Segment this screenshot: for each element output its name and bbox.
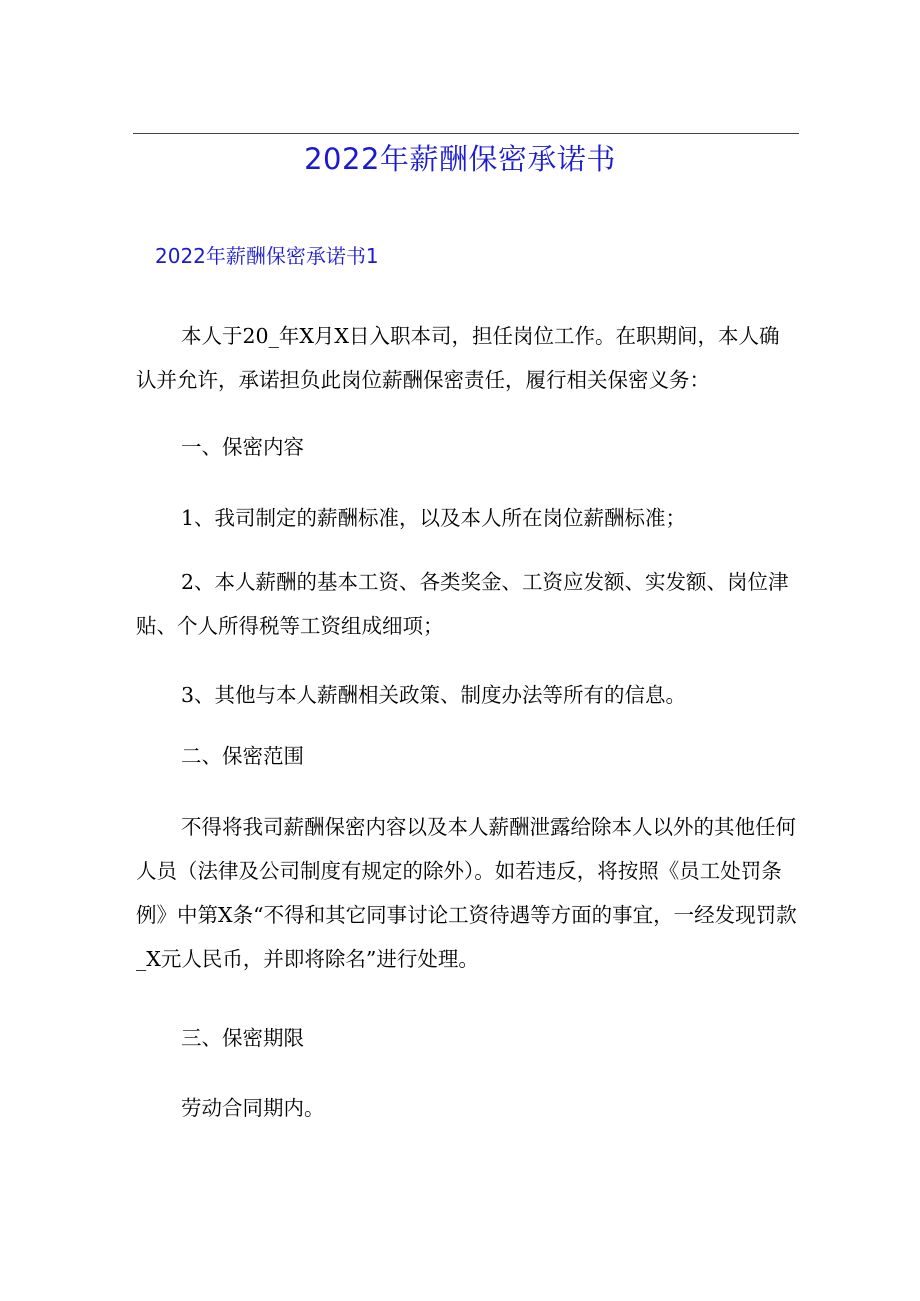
list-item-1: 1、我司制定的薪酬标准，以及本人所在岗位薪酬标准； bbox=[181, 506, 687, 530]
paragraph-term: 劳动合同期内。 bbox=[181, 1096, 325, 1120]
document-subtitle: 2022年薪酬保密承诺书1 bbox=[155, 244, 379, 268]
section-heading-scope: 二、保密范围 bbox=[181, 744, 304, 768]
document-title: 2022年薪酬保密承诺书 bbox=[304, 142, 616, 176]
list-item-3: 3、其他与本人薪酬相关政策、制度办法等所有的信息。 bbox=[181, 683, 687, 707]
header-rule bbox=[133, 133, 799, 134]
section-heading-content: 一、保密内容 bbox=[181, 435, 304, 459]
paragraph-intro: 本人于20_年X月X日入职本司，担任岗位工作。在职期间，本人确认并允许，承诺担负此岗位薪酬保密责任，履行相关保密义务： bbox=[136, 324, 780, 392]
paragraph-scope: 不得将我司薪酬保密内容以及本人薪酬泄露给除本人以外的其他任何人员（法律及公司制度有规定的除外）。如若违反，将按照《员工处罚条例》中第X条“不得和其它同事讨论工资待遇等方面的事宜，一经发现罚款_X元人民币，并即将除名”进行处理。 bbox=[136, 815, 797, 971]
list-item-2: 2、本人薪酬的基本工资、各类奖金、工资应发额、实发额、岗位津贴、个人所得税等工资组成细项； bbox=[136, 570, 789, 638]
section-heading-term: 三、保密期限 bbox=[181, 1026, 304, 1050]
